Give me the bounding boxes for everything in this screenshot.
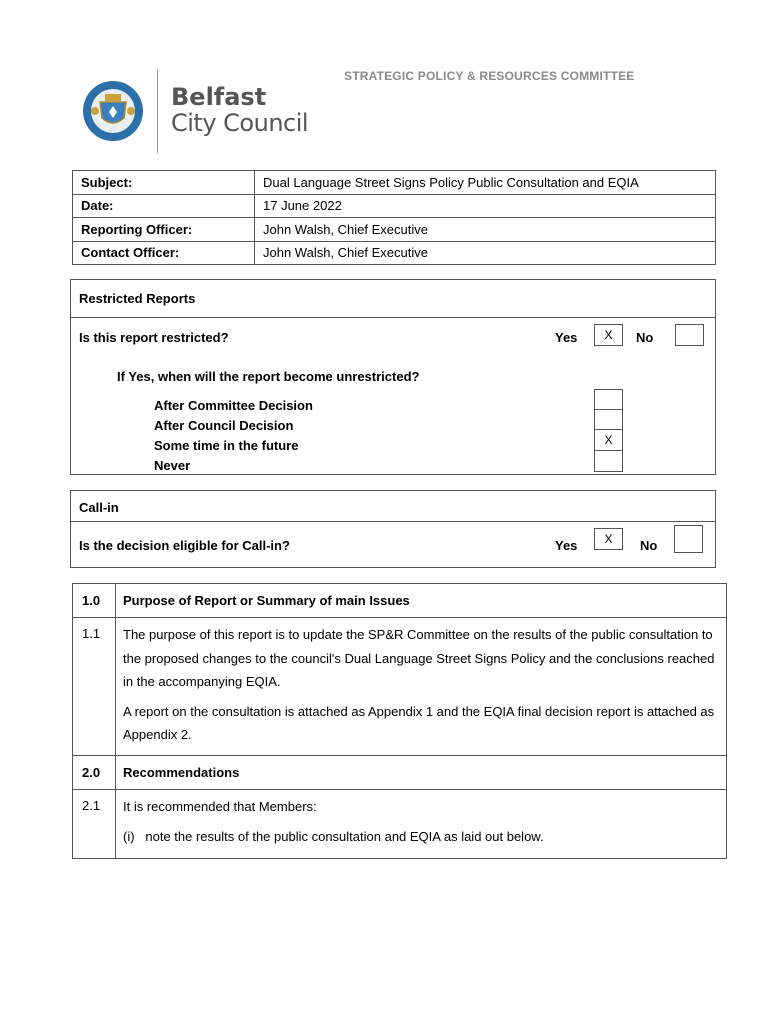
info-row-date [73,194,716,218]
call-in-yes-checkbox[interactable]: X [594,528,623,550]
section-1-1-number: 1.1 [73,618,116,756]
reporting-officer-label: Reporting Officer: [73,218,255,242]
restricted-yes-label: Yes [555,330,578,345]
report-info-table [72,170,716,265]
option-committee-label: After Committee Decision [154,398,313,413]
restricted-question: Is this report restricted? [79,330,229,345]
section-2-1-number: 2.1 [73,790,116,859]
section-2-header-row [73,756,727,790]
info-row-reporting-officer [73,218,716,242]
option-future-checkbox[interactable]: X [594,429,623,451]
section-1-1-paragraph-1: The purpose of this report is to update the SP&R Committee on the results of the public consultation to the proposed changes to the council's Dual Language Street Signs Policy and the conclusions reached in the accompanying EQIA. [123,627,715,689]
option-committee-checkbox[interactable] [594,389,623,410]
section-1-1-row [73,618,727,756]
section-1-header-row [73,584,727,618]
date-value: 17 June 2022 [255,194,716,218]
call-in-divider [71,521,715,522]
logo-divider [157,69,158,153]
section-1-title: Purpose of Report or Summary of main Issues [116,584,727,618]
info-row-subject [73,171,716,195]
restricted-no-label: No [636,330,654,345]
committee-title: STRATEGIC POLICY & RESOURCES COMMITTEE [344,69,635,83]
reporting-officer-value: John Walsh, Chief Executive [255,218,716,242]
section-2-title: Recommendations [116,756,727,790]
restricted-no-checkbox[interactable] [675,324,704,346]
option-never-checkbox[interactable] [594,450,623,472]
council-logo [171,84,308,136]
section-2-1-paragraph-2: (i) note the results of the public consultation and EQIA as laid out below. [123,828,544,844]
belfast-crest-icon [82,80,144,142]
option-future-label: Some time in the future [154,438,299,453]
call-in-box [70,490,716,568]
call-in-title: Call-in [79,500,119,515]
section-1-1-paragraph-2: A report on the consultation is attached as Appendix 1 and the EQIA final decision report is attached as Appendix 2. [123,703,715,742]
call-in-no-label: No [640,538,658,553]
date-label: Date: [73,194,255,218]
logo-line-2: City Council [171,109,309,137]
call-in-question: Is the decision eligible for Call-in? [79,538,290,553]
section-2-1-content [116,790,727,859]
section-2-1-paragraph-1: It is recommended that Members: [123,799,317,814]
restricted-yes-checkbox[interactable]: X [594,324,623,346]
restricted-divider [71,317,715,318]
section-2-number: 2.0 [73,756,116,790]
restricted-reports-box [70,279,716,475]
option-council-checkbox[interactable] [594,409,623,430]
call-in-yes-label: Yes [555,538,578,553]
subject-label: Subject: [73,171,255,195]
call-in-no-checkbox[interactable] [674,525,703,553]
contact-officer-value: John Walsh, Chief Executive [255,241,716,265]
option-never-label: Never [154,458,191,473]
section-1-1-content [116,618,727,756]
subject-value: Dual Language Street Signs Policy Public Consultation and EQIA [255,171,716,195]
info-row-contact-officer [73,241,716,265]
logo-line-1: Belfast [171,83,267,111]
restricted-reports-title: Restricted Reports [79,291,196,306]
section-1-number: 1.0 [73,584,116,618]
unrestricted-question: If Yes, when will the report become unrestricted? [117,369,420,384]
contact-officer-label: Contact Officer: [73,241,255,265]
option-council-label: After Council Decision [154,418,294,433]
report-sections-table [72,583,727,859]
section-2-1-row [73,790,727,859]
